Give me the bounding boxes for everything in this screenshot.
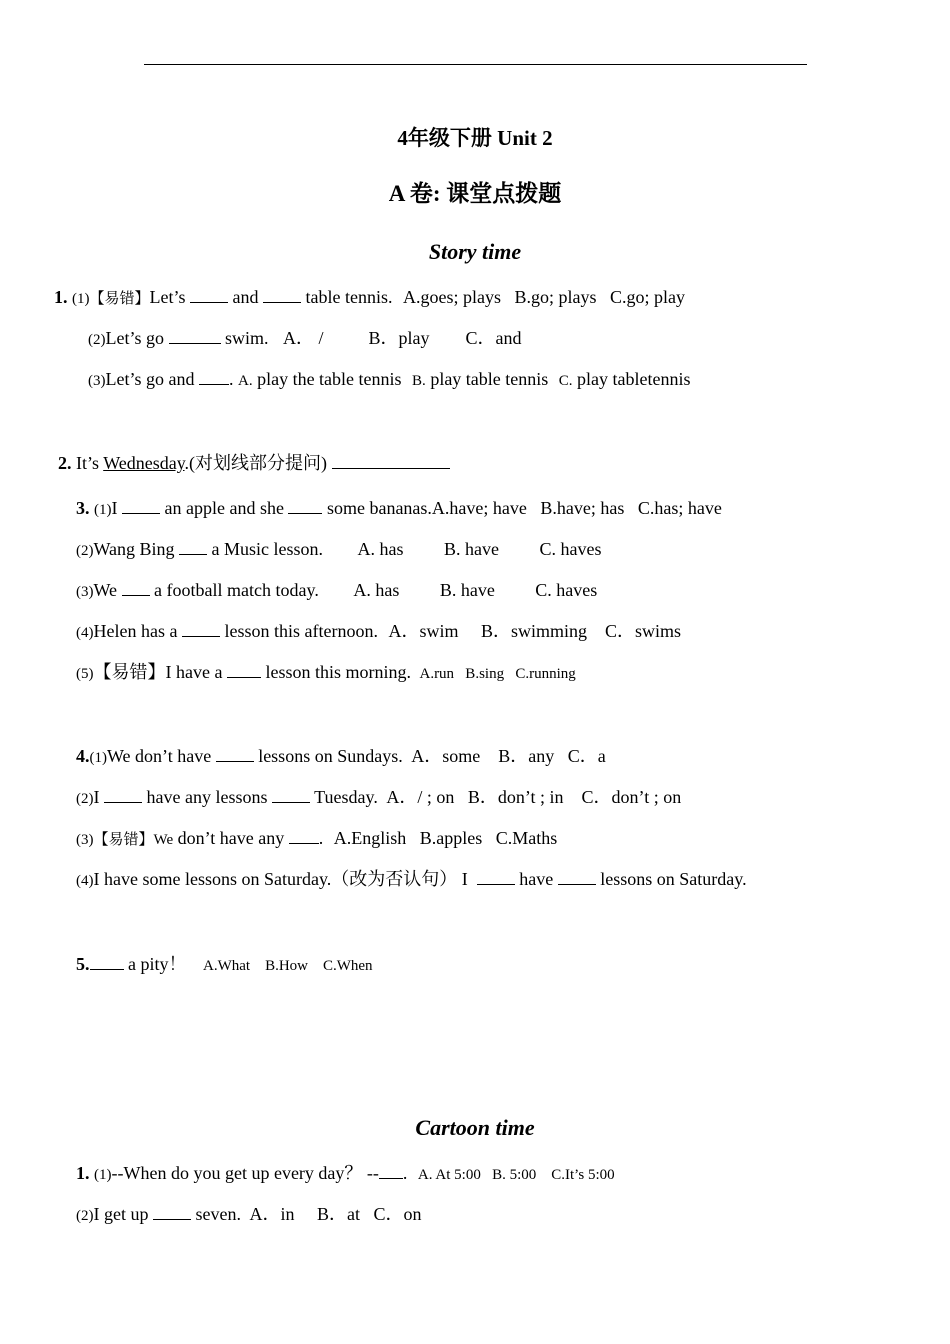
question-3-part-2: (2)Wang Bing a Music lesson. A. has B. have C. haves	[76, 539, 602, 559]
options: A．/ ; on B．don’t ; in C．don’t ; on	[386, 787, 682, 807]
error-prone-tag: 【易错】We	[93, 832, 174, 848]
sub-number: (3)	[76, 584, 94, 600]
question-4-part-4: (4)I have some lessons on Saturday.（改为否认句） I have lessons on Saturday.	[76, 869, 747, 889]
question-3-part-3: (3)We a football match today. A. has B. have C. haves	[76, 580, 598, 600]
question-1-part-2: (2)Let’s go swim. A． / B．play C．and	[88, 328, 522, 348]
question-1-part-3: (3)Let’s go and . A. play the table tennis B. play table tennis C. play tabletennis	[88, 369, 691, 389]
question-number: 1.	[54, 287, 68, 307]
answer-blank[interactable]	[272, 786, 310, 803]
sub-number: (1)	[89, 750, 107, 766]
question-2: 2. It’s Wednesday.(对划线部分提问)	[58, 452, 450, 474]
sub-number: (2)	[76, 791, 94, 807]
question-3-part-4: (4)Helen has a lesson this afternoon. A．swim B．swimming C．swims	[76, 621, 681, 641]
sub-number: (2)	[76, 543, 94, 559]
answer-blank[interactable]	[199, 368, 229, 385]
options: A.goes; plays B.go; plays C.go; play	[402, 287, 685, 307]
sub-number: (1)【易错】	[72, 291, 150, 307]
question-4-part-3: (3)【易错】We don’t have any . A.English B.apples C.Maths	[76, 828, 558, 848]
options: A.English B.apples C.Maths	[333, 828, 558, 848]
sub-number: (3)	[76, 832, 94, 848]
sub-number: (1)	[94, 502, 112, 518]
answer-blank[interactable]	[90, 953, 124, 970]
options: A．some B．any C．a	[411, 746, 606, 766]
options: A. has B. have C. haves	[353, 580, 598, 600]
question-4-part-2: (2)I have any lessons Tuesday. A．/ ; on B．don’t ; in C．don’t ; on	[76, 787, 682, 807]
question-number: 4.	[76, 746, 90, 766]
page-subtitle: A 卷: 课堂点拨题	[388, 181, 562, 206]
options: A. has B. have C. haves	[357, 539, 602, 559]
options: A.run B.sing C.running	[419, 666, 576, 682]
underlined-word: Wednesday	[103, 453, 185, 473]
options: A．swim B．swimming C．swims	[388, 621, 681, 641]
answer-blank[interactable]	[122, 579, 150, 596]
section-heading-story: Story time	[428, 239, 522, 264]
question-number: 3.	[76, 498, 90, 518]
options: A.have; have B.have; has C.has; have	[431, 498, 722, 518]
answer-blank[interactable]	[169, 327, 221, 344]
answer-blank[interactable]	[477, 868, 515, 885]
question-3-part-5: (5)【易错】I have a lesson this morning. A.run B.sing C.running	[76, 662, 576, 682]
section-heading-cartoon: Cartoon time	[415, 1115, 535, 1140]
question-4-part-1: 4.(1)We don’t have lessons on Sundays. A．some B．any C．a	[76, 746, 606, 766]
sub-number: (4)	[76, 873, 94, 889]
answer-blank[interactable]	[289, 827, 319, 844]
header-rule	[144, 64, 807, 65]
cartoon-question-1-part-1: 1. (1)--When do you get up every day？ -- . A. At 5:00 B. 5:00 C.It’s 5:00	[76, 1163, 615, 1183]
answer-blank[interactable]	[182, 620, 220, 637]
answer-blank[interactable]	[288, 497, 322, 514]
sub-number: (3)	[88, 373, 106, 389]
answer-blank[interactable]	[379, 1162, 403, 1179]
instruction-cn: （改为否认句）	[331, 869, 458, 889]
answer-blank[interactable]	[190, 286, 228, 303]
sub-number: (1)	[94, 1167, 112, 1183]
error-prone-tag: 【易错】	[93, 662, 166, 682]
sub-number: (2)	[88, 332, 106, 348]
options: A． / B．play C．and	[283, 328, 522, 348]
question-number: 2.	[58, 453, 72, 473]
answer-blank[interactable]	[122, 497, 160, 514]
options: A.What B.How C.When	[203, 958, 373, 974]
cartoon-question-1-part-2: (2)I get up seven. A．in B．at C．on	[76, 1204, 422, 1224]
sub-number: (4)	[76, 625, 94, 641]
sub-number: (5)	[76, 666, 94, 682]
answer-blank[interactable]	[216, 745, 254, 762]
answer-blank[interactable]	[263, 286, 301, 303]
options: A. At 5:00 B. 5:00 C.It’s 5:00	[417, 1167, 615, 1183]
answer-blank[interactable]	[153, 1203, 191, 1220]
question-number: 5.	[76, 954, 90, 974]
answer-blank[interactable]	[104, 786, 142, 803]
page-title: 4年级下册 Unit 2	[397, 126, 553, 150]
answer-blank[interactable]	[558, 868, 596, 885]
answer-blank[interactable]	[227, 661, 261, 678]
question-1-part-1: 1. (1)【易错】Let’s and table tennis. A.goes; plays B.go; plays C.go; play	[54, 287, 685, 307]
sub-number: (2)	[76, 1208, 94, 1224]
answer-blank[interactable]	[179, 538, 207, 555]
options: A．in B．at C．on	[249, 1204, 422, 1224]
question-3-part-1: 3. (1)I an apple and she some bananas.A.have; have B.have; has C.has; have	[76, 498, 722, 518]
answer-blank[interactable]	[332, 452, 450, 469]
question-5: 5. a pity！ A.What B.How C.When	[76, 954, 373, 974]
question-number: 1.	[76, 1163, 90, 1183]
